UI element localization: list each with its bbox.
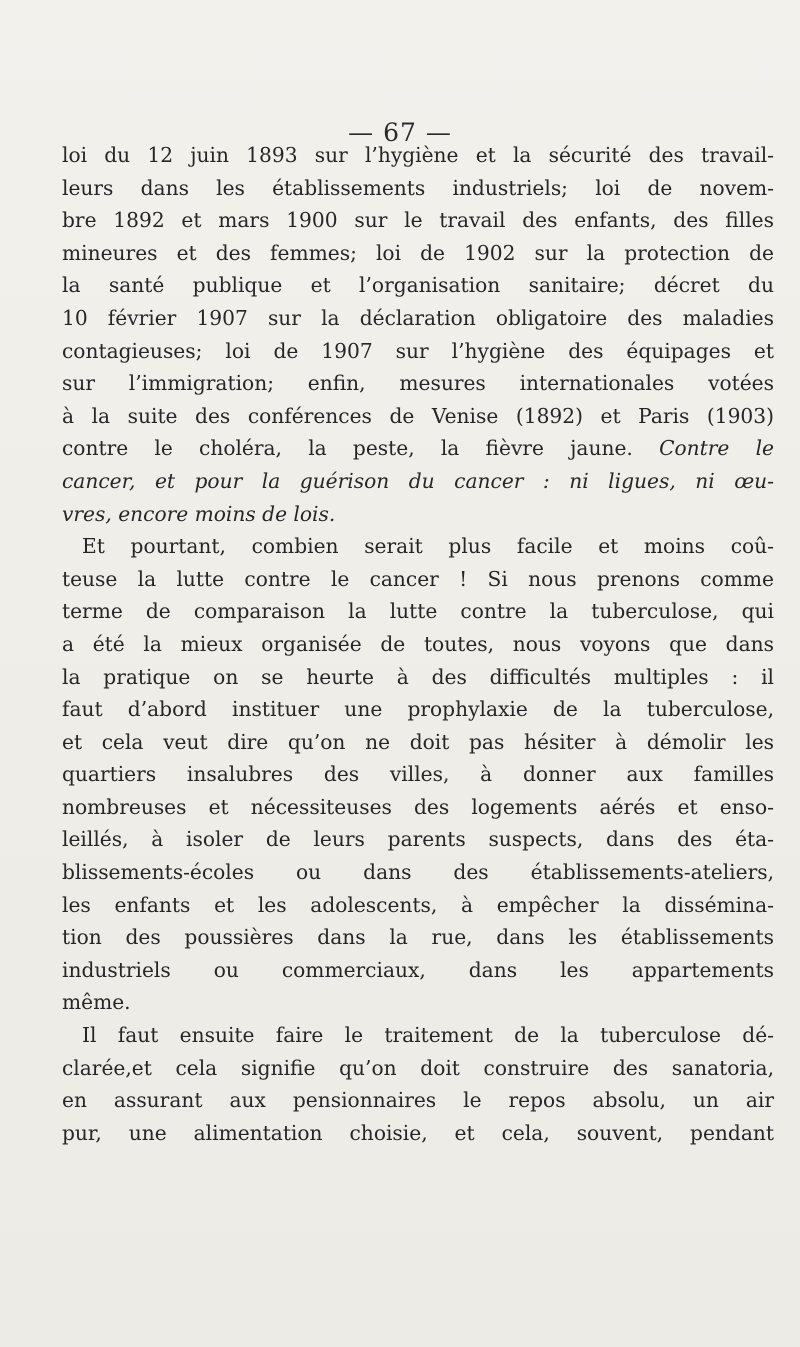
text-line: la santé publique et l’organisation sanitaire; décret du bbox=[62, 273, 774, 298]
text-line: clarée,et cela signifie qu’on doit construire des sanatoria, bbox=[62, 1055, 774, 1080]
text-line: terme de comparaison la lutte contre la tuberculose, qui bbox=[62, 599, 774, 624]
text-line: industriels ou commerciaux, dans les appartements bbox=[62, 957, 774, 982]
text-line: quartiers insalubres des villes, à donner aux familles bbox=[62, 762, 774, 787]
paragraph-first-line: Il faut ensuite faire le traitement de la tuberculose dé- bbox=[82, 1023, 774, 1048]
text-line: à la suite des conférences de Venise (1892) et Paris (1903) bbox=[62, 403, 774, 428]
text-line: loi du 12 juin 1893 sur l’hygiène et la sécurité des travail- bbox=[62, 143, 774, 167]
text-line: et cela veut dire qu’on ne doit pas hésiter à démolir les bbox=[62, 729, 774, 754]
text-line: teuse la lutte contre le cancer ! Si nous prenons comme bbox=[62, 566, 774, 591]
italic-segment: Contre le bbox=[659, 436, 774, 461]
text-line: 10 février 1907 sur la déclaration obligatoire des maladies bbox=[62, 305, 774, 330]
text-line: leurs dans les établissements industriels; loi de novem- bbox=[62, 175, 774, 200]
italic-line: cancer, et pour la guérison du cancer : ni ligues, ni œu- bbox=[62, 468, 774, 493]
text-line: bre 1892 et mars 1900 sur le travail des enfants, des filles bbox=[62, 208, 774, 233]
text-line: sur l’immigration; enfin, mesures internationales votées bbox=[62, 371, 774, 396]
text-line: a été la mieux organisée de toutes, nous voyons que dans bbox=[62, 631, 774, 656]
text-line: faut d’abord instituer une prophylaxie de la tuberculose, bbox=[62, 697, 774, 722]
text-line: contagieuses; loi de 1907 sur l’hygiène des équipages et bbox=[62, 338, 774, 363]
body-text bbox=[62, 139, 774, 1149]
text-segment: contre le choléra, la peste, la fièvre jaune. bbox=[62, 436, 633, 461]
italic-line: vres, encore moins de lois. bbox=[62, 501, 336, 526]
text-line: nombreuses et nécessiteuses des logements aérés et enso- bbox=[62, 794, 774, 819]
text-line: en assurant aux pensionnaires le repos absolu, un air bbox=[62, 1088, 774, 1113]
text-line: les enfants et les adolescents, à empêcher la dissémina- bbox=[62, 892, 774, 917]
text-line: la pratique on se heurte à des difficultés multiples : il bbox=[62, 664, 774, 689]
text-line: pur, une alimentation choisie, et cela, souvent, pendant bbox=[62, 1120, 774, 1145]
text-line: même. bbox=[62, 990, 131, 1015]
text-line-mixed bbox=[62, 432, 774, 465]
text-line: tion des poussières dans la rue, dans les établissements bbox=[62, 925, 774, 950]
text-line: blissements-écoles ou dans des établissements-ateliers, bbox=[62, 860, 774, 885]
paragraph-first-line: Et pourtant, combien serait plus facile et moins coû- bbox=[82, 534, 774, 559]
text-line: leillés, à isoler de leurs parents suspects, dans des éta- bbox=[62, 827, 774, 852]
page-number: — 67 — bbox=[348, 118, 452, 147]
text-line: mineures et des femmes; loi de 1902 sur la protection de bbox=[62, 240, 774, 265]
